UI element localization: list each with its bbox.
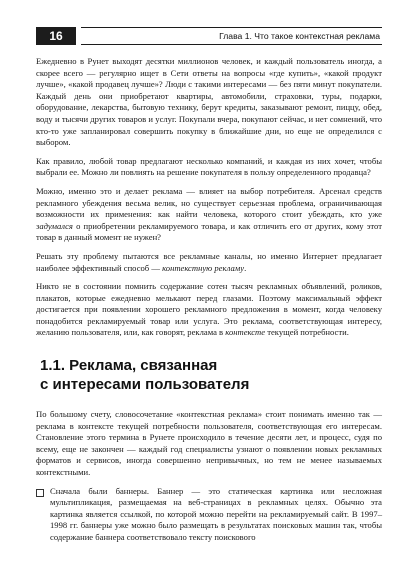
paragraph-text: Ежедневно в Рунет выходят десятки миллионов человек, и каждый пользователь иногда, а скорее всего — регулярно ищет в Сети ответы на вопросы «где купить», «какой продукт лучше», «какой продавец лучше»? Люди с такими интересами — без пяти минут покупатели. Каждый день они приобретают квартиры, автомобили, страховки, туры, подарки, оборудование, лекарства, бытовую технику, берут кредиты, заказывают ремонт, пиццу, обед, воду и тысячи других товаров и услуг. Покупали вчера, покупают сейчас, и нет сомнений, что кто-то уже запланировал совершить покупку в ближайшие дни, но еще не определился с выбором. [36,56,382,148]
paragraph-text: текущей потребности. [265,327,349,338]
body-paragraph [36,281,382,339]
paragraph-text: о приобретении рекламируемого товара, и как отличить его от других, кому этот товар в данный момент не нужен? [36,220,382,243]
paragraph-text: . [244,262,247,273]
section-paragraph: По большому счету, словосочетание «контекстная реклама» стоит понимать именно так — реклама в контексте текущей потребности пользователя, соответствующая его интересам. Становление этого термина в Рунете происходило в течение десяти лет, и процесс, судя по всему, еще не закончен — каждый год специалисты узнают о появлении новых рекламных форматов и сервисов, иногда совершенно непривычных, но тем не менее называемых контекстными. [36,409,382,478]
bullet-text: Сначала были баннеры. Баннер — это статическая картинка или несложная мультипликация, размещаемая на веб-страницах в рекламных целях. Обычно эта картинка является ссылкой, по которой можно перейти на рекламируемый сайт. В 1997–1998 гг. баннеры уже можно было размещать в результатах поисковых машин так, чтобы содержание баннера соответствовало тексту поискового [50,485,382,542]
page-number: 16 [36,27,76,45]
body-paragraph [36,56,382,149]
checkbox-bullet-icon [36,489,44,497]
emphasized-term: контексте [225,327,266,338]
body-paragraph [36,186,382,244]
paragraph-text: Решать эту проблему пытаются все рекламные каналы, но именно Интернет предлагает наиболее эффективный способ — [36,250,382,273]
emphasized-term: контекстную рекламу [162,262,245,273]
section-heading-line-2: с интересами пользователя [40,376,250,394]
bullet-item [36,486,382,544]
chapter-title: Глава 1. Что такое контекстная реклама [81,27,382,45]
section-heading-line-1: 1.1. Реклама, связанная [40,357,218,375]
paragraph-text: Можно, именно это и делает реклама — влияет на выбор потребителя. Арсенал средств рекламного убеждения весьма велик, но существует серьезная проблема, ограничивающая возможности их применения: как найти человека, которого стоит убеждать, кто уже [36,185,382,220]
body-paragraph [36,251,382,274]
emphasized-term: задумался [36,220,73,231]
body-paragraph [36,156,382,179]
paragraph-text: Как правило, любой товар предлагают несколько компаний, и каждая из них хочет, чтобы выбрали ее. Можно ли повлиять на решение покупателя в пользу определенного продавца? [36,155,382,178]
paragraph-text: Никто не в состоянии помнить содержание сотен тысяч рекламных объявлений, роликов, плакатов, которые ежедневно мелькают перед глазами. Поэтому максимальный эффект достигается при появлении хорошего рекламного предложения в момент, когда человеку понадобится рекламируемый товар или услуга. Это реклама, соответствующая интересу, желанию пользователя, или, как говорят, реклама в [36,281,382,338]
page-body [36,56,382,544]
section-heading [40,356,382,394]
intro-paragraphs [36,56,382,339]
page-header [36,27,382,45]
